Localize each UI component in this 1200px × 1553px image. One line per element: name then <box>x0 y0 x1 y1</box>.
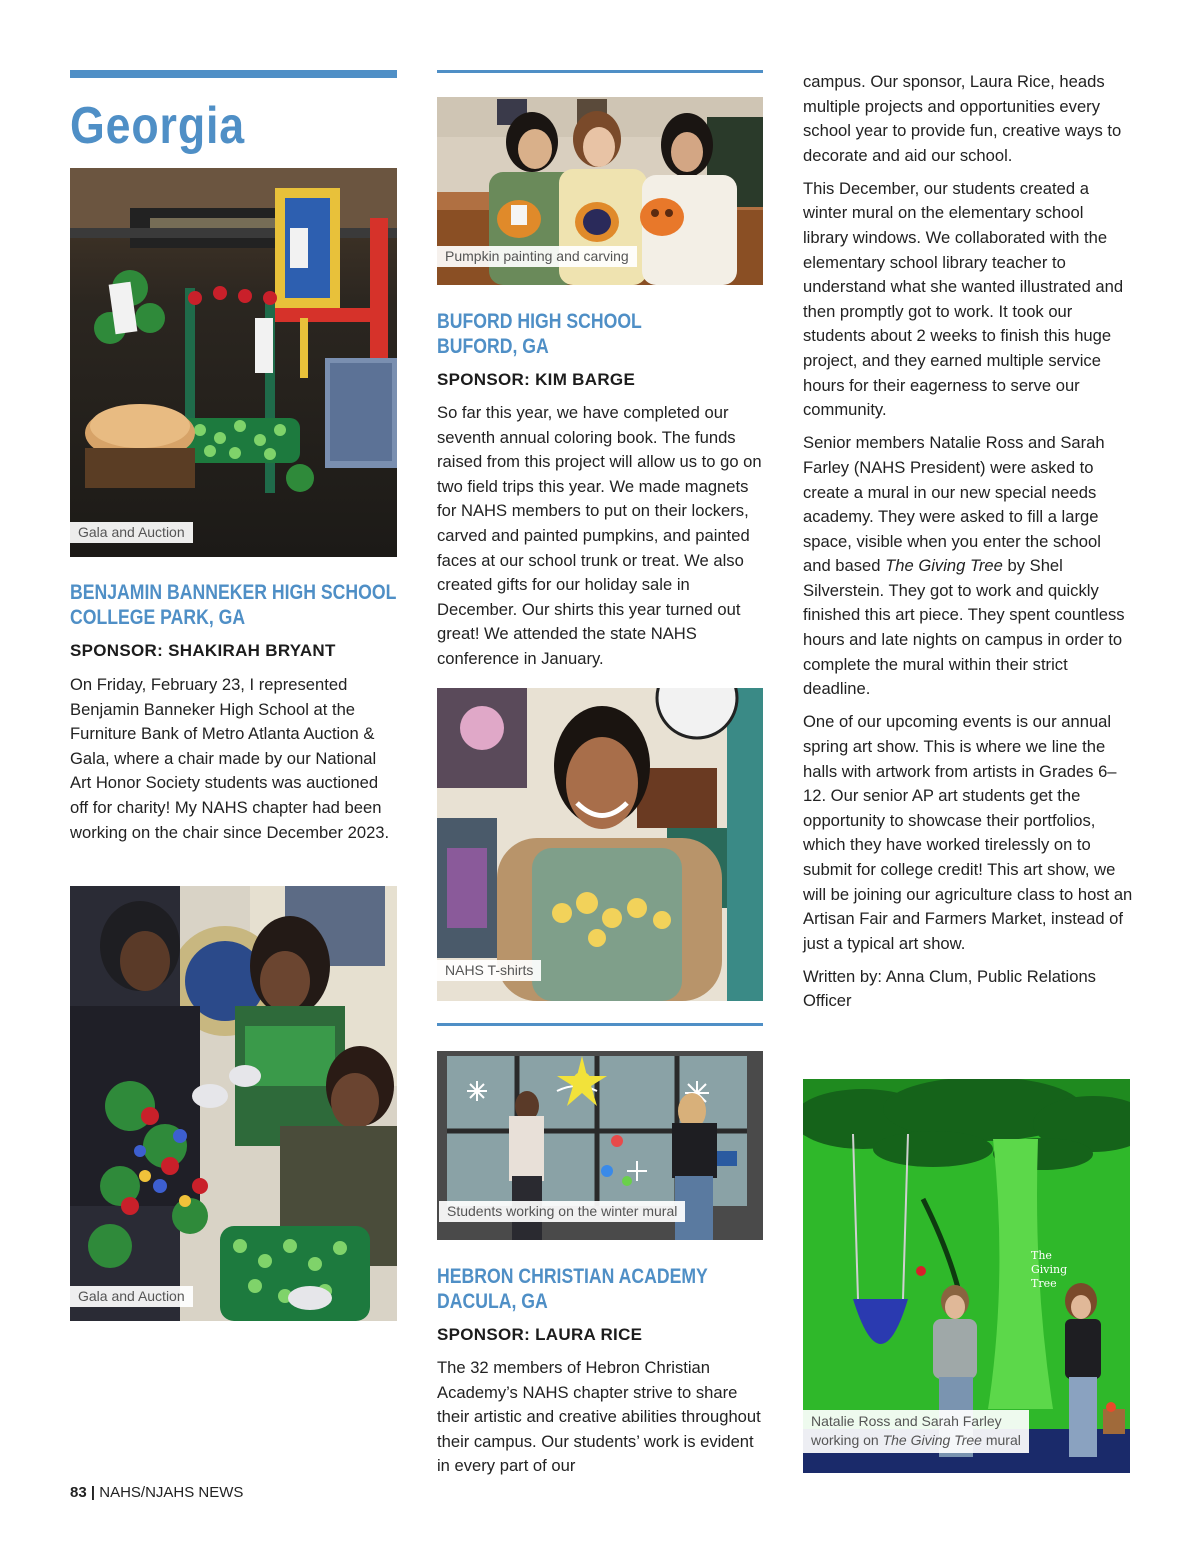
school-name <box>437 1264 708 1314</box>
article-body <box>437 401 763 680</box>
page-number: 83 <box>70 1484 87 1501</box>
book-title: The Giving Tree <box>885 556 1003 576</box>
school-name-line: BUFORD HIGH SCHOOL <box>437 310 642 333</box>
article-body <box>70 673 397 854</box>
article-paragraph: So far this year, we have completed our seventh annual coloring book. The funds raised from this project will allow us to go on two field trips this year. We made magnets for NAHS members to put on their lockers, carved and painted pumpkins, and painted faces at our school trunk or treat. We also created gifts for our holiday sale in December. Our shirts this year turned out great! We attended the state NAHS conference in January. <box>437 403 762 668</box>
caption-line-prefix: working on <box>811 1432 883 1448</box>
page-footer <box>70 1484 243 1501</box>
gala-students-image <box>70 886 397 1321</box>
school-name-line: BENJAMIN BANNEKER HIGH SCHOOL <box>70 581 397 604</box>
school-name <box>70 580 396 630</box>
publication-name: NAHS/NJAHS NEWS <box>99 1484 244 1501</box>
header-rule <box>70 70 397 78</box>
caption-book-title: The Giving Tree <box>882 1432 982 1448</box>
mural-word: Giving <box>1031 1263 1068 1276</box>
giving-tree-photo <box>803 1079 1130 1473</box>
text-run: Senior members Natalie Ross and Sarah Farley (NAHS President) were asked to create a mural in our new special needs academy. They were asked to fill a large space, visible when you enter the school and based <box>803 433 1105 576</box>
photo-caption: NAHS T-shirts <box>437 960 541 981</box>
school-location-line: BUFORD, GA <box>437 335 549 358</box>
text-run: by Shel Silverstein. They got to work and quickly finished this art piece. They spent countless hours and late nights on campus in order to complete the mural within their strict deadline. <box>803 556 1125 699</box>
article-paragraph: The 32 members of Hebron Christian Academy’s NAHS chapter strive to share their artistic and creative abilities throughout their campus. Our students’ work is evident in every part of our <box>437 1358 761 1476</box>
footer-separator: | <box>90 1484 96 1501</box>
section-rule <box>437 1023 763 1026</box>
gala-chair-image <box>70 168 397 557</box>
article-paragraph: campus. Our sponsor, Laura Rice, heads multiple projects and opportunities every school year to provide fun, creative ways to decorate and aid our school. <box>803 72 1122 165</box>
page-title: Georgia <box>70 97 246 155</box>
article-paragraph <box>803 431 1133 702</box>
article-paragraph: This December, our students created a winter mural on the elementary school library windows. We collaborated with the elementary school library teacher to understand what she wanted illustrated and then promptly got to work. It took our students about 2 weeks to finish this huge project, and they earned multiple service hours for their eagerness to serve our community. <box>803 178 1124 420</box>
school-location-line: DACULA, GA <box>437 1290 548 1313</box>
tshirts-image <box>437 688 763 1001</box>
mural-word: Tree <box>1031 1277 1057 1290</box>
winter-mural-photo <box>437 1051 763 1240</box>
caption-line-suffix: mural <box>981 1432 1021 1448</box>
mural-word: The <box>1031 1249 1052 1262</box>
photo-caption: Students working on the winter mural <box>439 1201 685 1222</box>
photo-caption: Gala and Auction <box>70 1286 193 1307</box>
photo-caption: Pumpkin painting and carving <box>437 246 637 267</box>
article-paragraph: On Friday, February 23, I represented Benjamin Banneker High School at the Furniture Bank of Metro Atlanta Auction & Gala, where a chair made by our National Art Honor Society students was auctioned off for charity! My NAHS chapter had been working on the chair since December 2023. <box>70 675 390 842</box>
article-paragraph: One of our upcoming events is our annual spring art show. This is where we line the halls with artwork from artists in Grades 6–12. Our senior AP art students get the opportunity to showcase their portfolios, which they have worked tirelessly on to submit for college credit! This art show, we will be joining our agriculture class to host an Artisan Fair and Farmers Market, instead of just a typical art show. <box>803 712 1133 953</box>
article-body-continued <box>803 70 1133 1022</box>
sponsor-line: SPONSOR: SHAKIRAH BRYANT <box>70 641 336 660</box>
gala-chair-photo <box>70 168 397 557</box>
photo-caption: Gala and Auction <box>70 522 193 543</box>
sponsor-line: SPONSOR: KIM BARGE <box>437 370 636 389</box>
photo-caption <box>803 1410 1029 1453</box>
tshirts-photo <box>437 688 763 1001</box>
pumpkin-photo <box>437 97 763 285</box>
section-rule <box>437 70 763 73</box>
article-byline: Written by: Anna Clum, Public Relations Officer <box>803 966 1096 1011</box>
gala-students-photo <box>70 886 397 1321</box>
caption-line: Natalie Ross and Sarah Farley <box>811 1413 1002 1429</box>
school-name-line: HEBRON CHRISTIAN ACADEMY <box>437 1265 708 1288</box>
sponsor-line: SPONSOR: LAURA RICE <box>437 1325 643 1344</box>
school-location-line: COLLEGE PARK, GA <box>70 606 246 629</box>
school-name <box>437 309 642 359</box>
article-body <box>437 1356 763 1487</box>
